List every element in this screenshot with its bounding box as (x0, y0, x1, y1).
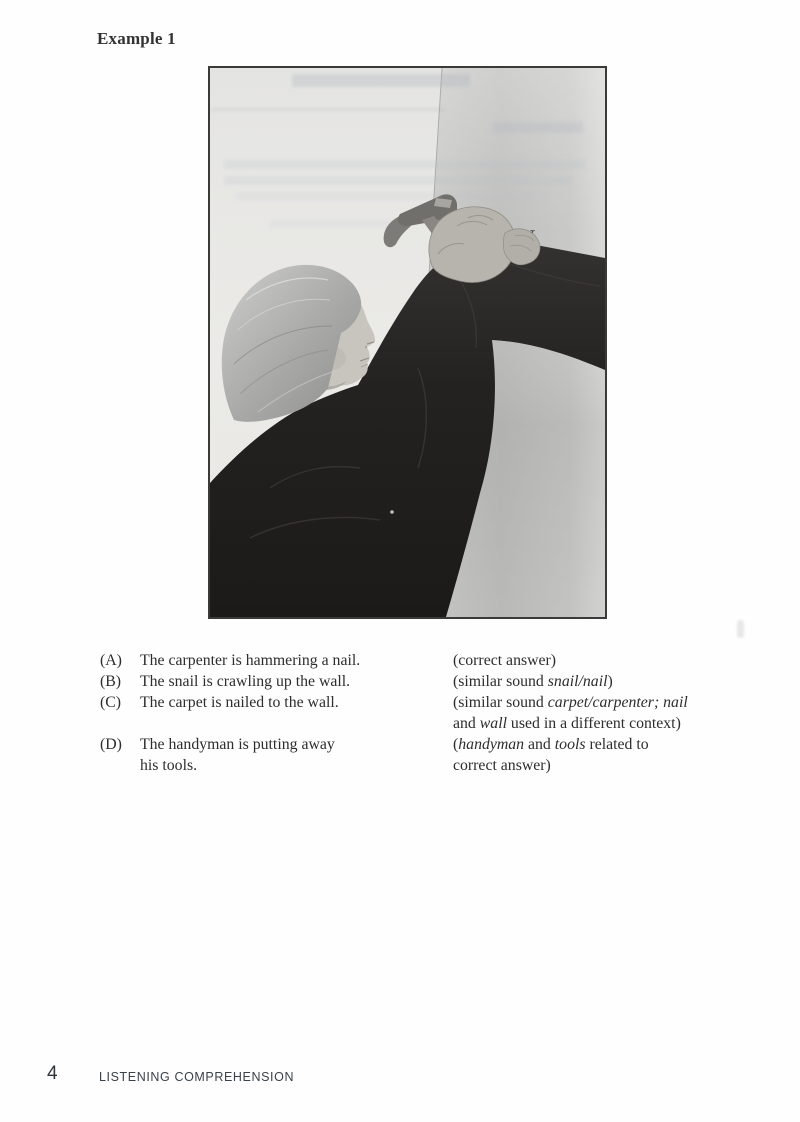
option-explanation: (similar sound carpet/carpenter; nail (453, 693, 688, 711)
footer-section-label: LISTENING COMPREHENSION (99, 1070, 295, 1084)
example-heading: Example 1 (97, 29, 176, 48)
photo-illustration (210, 68, 605, 617)
option-row-c-continuation (100, 714, 776, 735)
option-explanation: (handyman and tools related to (453, 735, 649, 753)
option-letter: (A) (100, 652, 122, 669)
option-row-d-continuation (100, 756, 776, 777)
option-row-d (100, 735, 776, 756)
option-row-a (100, 651, 776, 672)
option-letter: (C) (100, 693, 122, 711)
option-text: The snail is crawling up the wall. (140, 672, 351, 690)
example-photo (208, 66, 607, 619)
option-text: The handyman is putting away (140, 735, 335, 753)
option-explanation: and wall used in a different context) (453, 714, 681, 732)
scan-artifact (737, 620, 744, 638)
option-row-c (100, 693, 776, 714)
option-explanation: (similar sound snail/nail) (453, 672, 613, 690)
option-row-b (100, 672, 776, 693)
option-text: The carpenter is hammering a nail. (140, 652, 361, 669)
option-letter: (D) (100, 735, 122, 753)
option-text: The carpet is nailed to the wall. (140, 693, 339, 711)
page-number: 4 (47, 1063, 58, 1084)
option-text: his tools. (140, 756, 198, 774)
option-explanation: correct answer) (453, 756, 551, 774)
answer-options (100, 651, 776, 776)
option-letter: (B) (100, 672, 122, 690)
option-explanation: (correct answer) (453, 652, 557, 669)
